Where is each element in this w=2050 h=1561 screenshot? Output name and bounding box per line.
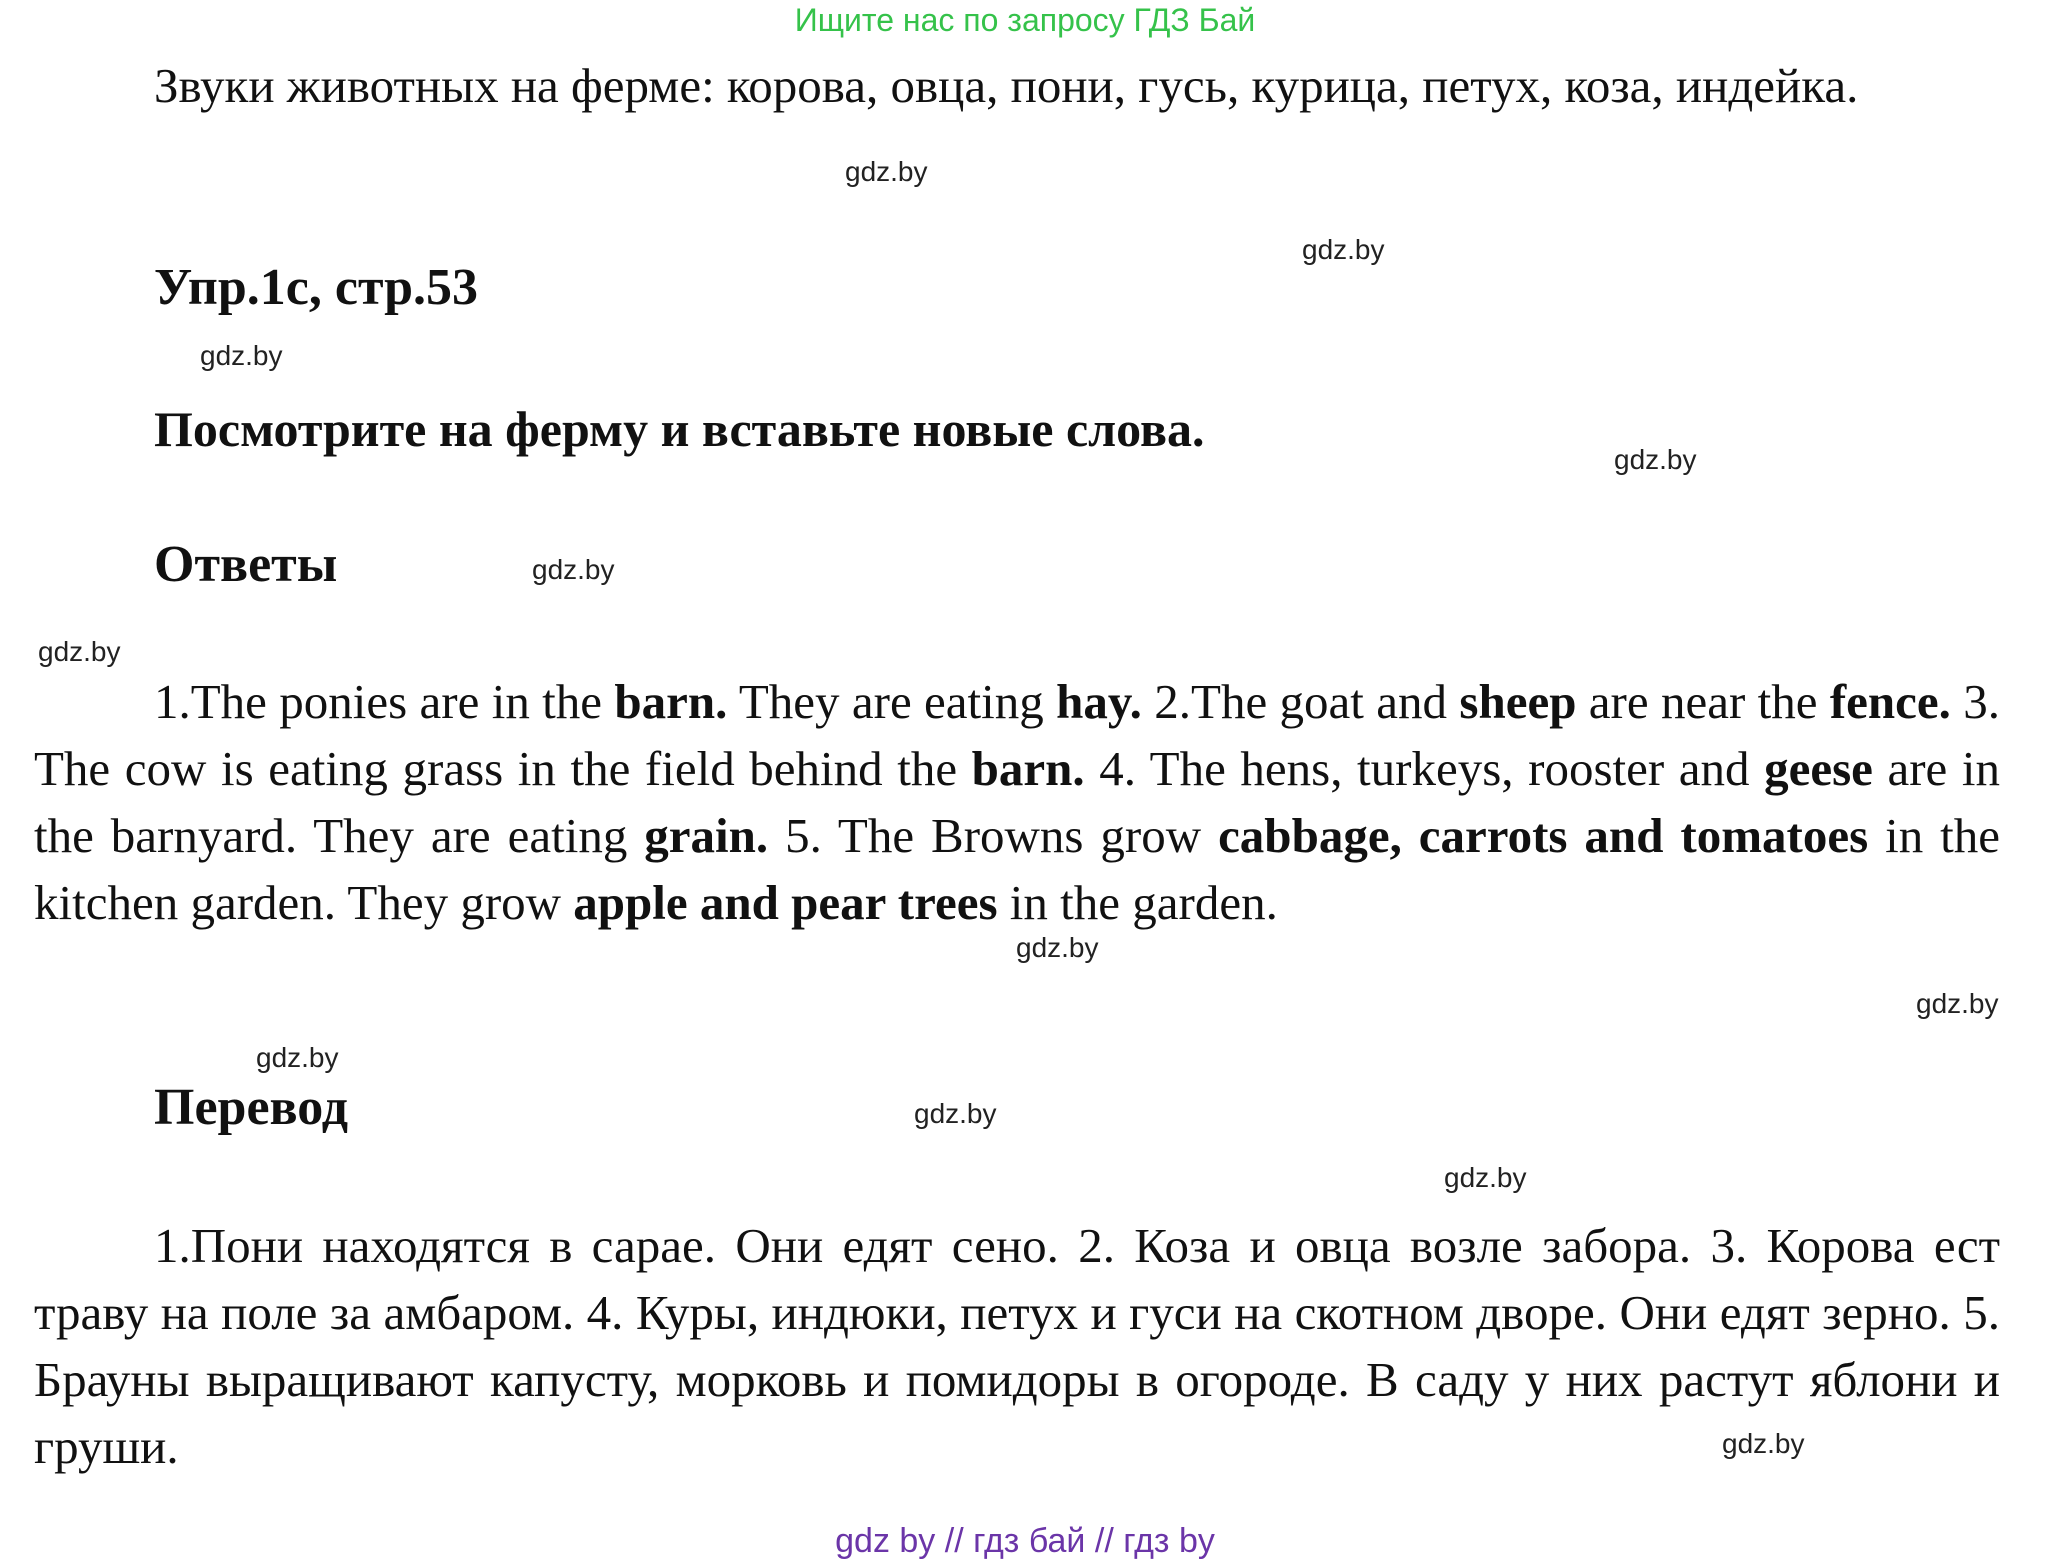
answer-text: 3. The cow is eating grass in the field behind the: [34, 674, 2001, 796]
watermark: gdz.by: [38, 636, 121, 667]
answer-text: in the garden.: [997, 875, 1278, 930]
answer-word: barn.: [614, 674, 728, 729]
answer-word: apple and pear trees: [573, 875, 998, 930]
answer-text: They are eating: [727, 674, 1057, 729]
translation-heading: Перевод: [154, 1079, 349, 1136]
answer-word: sheep: [1459, 674, 1577, 729]
watermark: gdz.by: [1016, 932, 1099, 963]
answer-word: geese: [1764, 741, 1873, 796]
answer-text: are in the barnyard. They are eating: [34, 741, 2000, 863]
answer-text: in the kitchen garden. They grow: [34, 808, 2001, 930]
watermark: gdz.by: [1722, 1428, 1805, 1459]
watermark: gdz.by: [532, 554, 615, 585]
bottom-banner[interactable]: gdz by // гдз бай // гдз by: [835, 1522, 1215, 1560]
exercise-title: Упр.1с, стр.53: [154, 259, 479, 316]
watermark: gdz.by: [1614, 444, 1697, 475]
answer-text: 2.The goat and: [1141, 674, 1460, 729]
intro-paragraph: Звуки животных на ферме: корова, овца, пони, гусь, курица, петух, коза, индейка.: [154, 58, 1859, 113]
watermark: gdz.by: [1916, 988, 1999, 1019]
answer-word: barn.: [971, 741, 1085, 796]
watermark: gdz.by: [1444, 1162, 1527, 1193]
task-instruction: Посмотрите на ферму и вставьте новые слова.: [154, 401, 1205, 457]
answer-text: are near the: [1576, 674, 1830, 729]
answer-word: fence.: [1829, 674, 1951, 729]
answer-word: grain.: [644, 808, 769, 863]
top-banner[interactable]: Ищите нас по запросу ГДЗ Бай: [794, 2, 1256, 38]
watermark: gdz.by: [845, 156, 928, 187]
answer-word: cabbage, carrots and tomatoes: [1218, 808, 1869, 863]
watermark: gdz.by: [200, 340, 283, 371]
answers-paragraph: [34, 668, 2000, 936]
answers-heading: Ответы: [154, 536, 338, 593]
answer-text: 5. The Browns grow: [768, 808, 1219, 863]
watermark: gdz.by: [1302, 234, 1385, 265]
answer-text: 4. The hens, turkeys, rooster and: [1084, 741, 1765, 796]
watermark: gdz.by: [256, 1042, 339, 1073]
answer-text: 1.The ponies are in the: [154, 674, 615, 729]
answer-word: hay.: [1056, 674, 1142, 729]
translation-paragraph: 1.Пони находятся в сарае. Они едят сено. 2. Коза и овца возле забора. 3. Корова ест траву на поле за амбаром. 4. Куры, индюки, петух и гуси на скотном дворе. Они едят зерно. 5. Брауны выращивают капусту, морковь и помидоры в огороде. В саду у них растут яблони и груши.: [34, 1218, 2000, 1474]
watermark: gdz.by: [914, 1098, 997, 1129]
